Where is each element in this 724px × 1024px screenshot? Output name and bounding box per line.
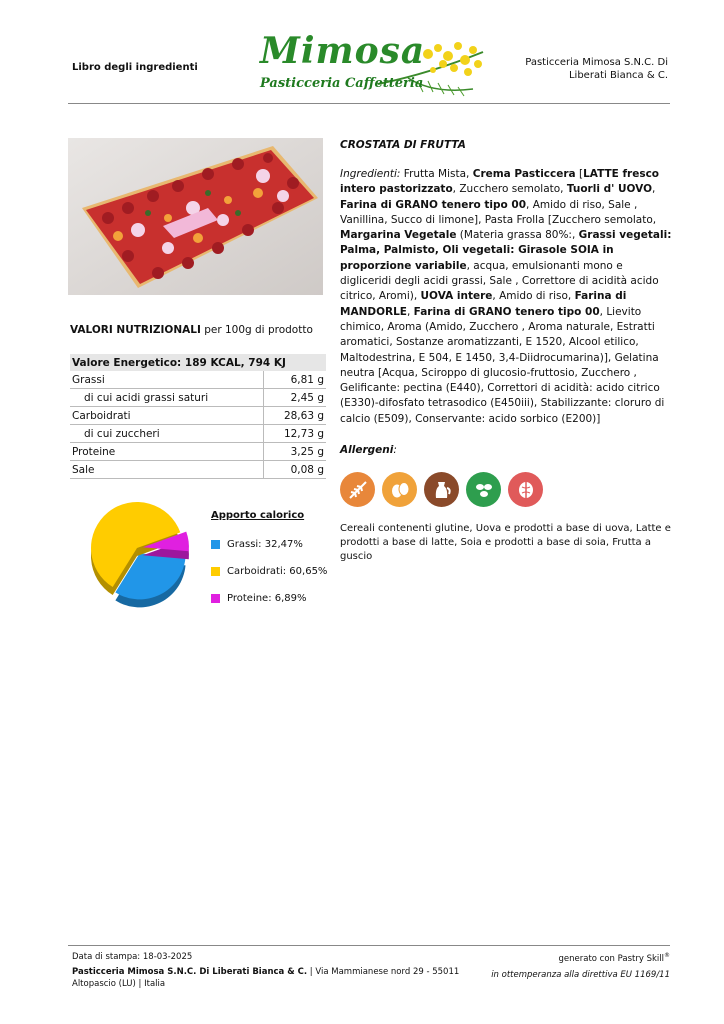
- ingredients-text: [340, 167, 672, 427]
- nutrition-row: [70, 425, 326, 443]
- ingredient-bold-segment: Crema Pasticcera: [472, 168, 576, 180]
- ingredient-segment: , Zucchero semolato,: [452, 183, 567, 196]
- allergen-icons: [340, 472, 543, 508]
- ingredients-label: Ingredienti:: [340, 168, 401, 180]
- calorie-pie-chart: [85, 496, 195, 616]
- nutrition-table: [70, 354, 326, 479]
- wheat-icon: [340, 472, 375, 507]
- ingredient-bold-segment: UOVA intere: [420, 290, 493, 303]
- product-title: CROSTATA DI FRUTTA: [340, 139, 466, 151]
- nutrient-value: 3,25 g: [264, 443, 327, 461]
- nutrition-row: [70, 443, 326, 461]
- chart-title: Apporto calorico: [211, 510, 305, 521]
- company-header: [488, 56, 668, 82]
- nutrient-value: 2,45 g: [264, 389, 327, 407]
- legend-item: [211, 585, 327, 612]
- ingredient-bold-segment: LATTE fresco intero pastorizzato: [340, 168, 660, 196]
- ingredient-segment: [: [575, 168, 584, 180]
- legend-label: Proteine: 6,89%: [227, 593, 307, 604]
- nutrition-heading: [70, 324, 313, 336]
- nutrient-value: 0,08 g: [264, 461, 327, 479]
- egg-icon: [382, 472, 417, 507]
- ingredient-segment: , Amido di riso, Sale , Vanillina, Succo di limone], Pasta Frolla [Zucchero semolato,: [340, 198, 657, 226]
- generator-credit: [559, 952, 671, 964]
- legend-item: [211, 531, 327, 558]
- ingredient-bold-segment: Tuorli d' UOVO: [566, 183, 653, 196]
- ingredient-bold-segment: Grassi vegetali: Palma, Palmisto, Oli vegetali: Girasole SOIA in proporzione variabile: [340, 229, 672, 272]
- eu-directive-note: in ottemperanza alla direttiva EU 1169/11: [491, 970, 670, 980]
- nutrition-row: [70, 461, 326, 479]
- nutrient-value: 6,81 g: [264, 371, 327, 389]
- energy-value: Valore Energetico: 189 KCAL, 794 KJ: [70, 354, 326, 371]
- allergens-colon: :: [393, 444, 397, 456]
- nutrient-value: 12,73 g: [264, 425, 327, 443]
- document-type-label: Libro degli ingredienti: [72, 62, 198, 73]
- registered-mark: ®: [664, 952, 670, 959]
- ingredient-segment: (Materia grassa 80%:,: [456, 229, 579, 242]
- ingredient-segment: , Amido di riso,: [492, 290, 575, 303]
- footer-divider: [68, 945, 670, 946]
- product-photo: [68, 138, 323, 295]
- nut-icon: [508, 472, 543, 507]
- nutrient-label: Grassi: [70, 371, 264, 389]
- ingredient-bold-segment: Farina di GRANO tenero tipo 00: [413, 305, 600, 318]
- generator-text: generato con Pastry Skill: [558, 953, 664, 964]
- brand-subtitle: Pasticceria Caffetteria: [260, 76, 424, 91]
- nutrient-label: Proteine: [70, 443, 264, 461]
- company-line-2: Liberati Bianca & C.: [568, 70, 668, 81]
- nutrition-row: [70, 389, 326, 407]
- nutrition-heading-bold: VALORI NUTRIZIONALI: [70, 324, 201, 336]
- nutrient-label: Sale: [70, 461, 264, 479]
- company-line-1: Pasticceria Mimosa S.N.C. Di: [525, 57, 668, 68]
- energy-row: [70, 354, 326, 371]
- legend-swatch: [211, 540, 220, 549]
- footer-company-name: Pasticceria Mimosa S.N.C. Di Liberati Bianca & C.: [72, 967, 308, 977]
- allergens-description: Cereali contenenti glutine, Uova e prodotti a base di uova, Latte e prodotti a base di latte, Soia e prodotti a base di soia, Frutta a guscio: [340, 523, 671, 562]
- ingredient-bold-segment: Farina di GRANO tenero tipo 00: [340, 198, 527, 211]
- nutrition-heading-rest: per 100g di prodotto: [200, 324, 313, 336]
- ingredient-bold-segment: Farina di MANDORLE: [340, 290, 627, 318]
- nutrient-value: 28,63 g: [264, 407, 327, 425]
- print-date: Data di stampa: 18-03-2025: [72, 952, 193, 962]
- brand-name: Mimosa: [260, 30, 426, 72]
- ingredient-segment: , Lievito chimico, Aroma (Amido, Zucchero , Aroma naturale, Estratti aromatici, Sostanze aromatizzanti, E 1520, Alcool etilico, Maltodestrina, E 504, E 1450, 3,4-Diidrocumarina)], Gelatina neutra [Acqua, Sciroppo di glucosio-fruttosio, Zucchero , Gelificante: pectina (E440), Correttori di acidità: acido citrico (E330)-difosfato tetrasodico (E450iii), Stabilizzante: cloruro di calcio (E509), Conservante: acido sorbico (E200)]: [340, 305, 665, 425]
- legend-swatch: [211, 594, 220, 603]
- nutrition-row: [70, 371, 326, 389]
- nutrient-label: di cui zuccheri: [70, 425, 264, 443]
- fruit-tart-image: [68, 138, 323, 295]
- footer-company: [72, 966, 472, 990]
- ingredient-bold-segment: Margarina Vegetale: [340, 229, 457, 242]
- ingredients-list: [340, 168, 671, 425]
- nutrition-row: [70, 407, 326, 425]
- header-divider: [68, 103, 670, 104]
- allergens-heading: [340, 444, 397, 456]
- nutrient-label: Carboidrati: [70, 407, 264, 425]
- chart-legend: [211, 510, 327, 612]
- soy-icon: [466, 472, 501, 507]
- ingredient-segment: ,: [652, 183, 656, 196]
- ingredient-segment: Frutta Mista,: [400, 168, 473, 180]
- ingredient-segment: ,: [406, 305, 414, 318]
- legend-swatch: [211, 567, 220, 576]
- ingredient-segment: , acqua, emulsionanti mono e digliceridi degli acidi grassi, Sale , Correttore di acidità acido citrico, Aromi),: [340, 259, 659, 303]
- legend-label: Carboidrati: 60,65%: [227, 566, 328, 577]
- nutrient-label: di cui acidi grassi saturi: [70, 389, 264, 407]
- milk-icon: [424, 472, 459, 507]
- footer-company-address: | Via Mammianese nord 29 - 55011 Altopascio (LU) | Italia: [72, 967, 460, 989]
- legend-item: [211, 558, 327, 585]
- legend-label: Grassi: 32,47%: [227, 539, 303, 550]
- brand-logo: [258, 30, 488, 102]
- allergens-label: Allergeni: [340, 444, 394, 456]
